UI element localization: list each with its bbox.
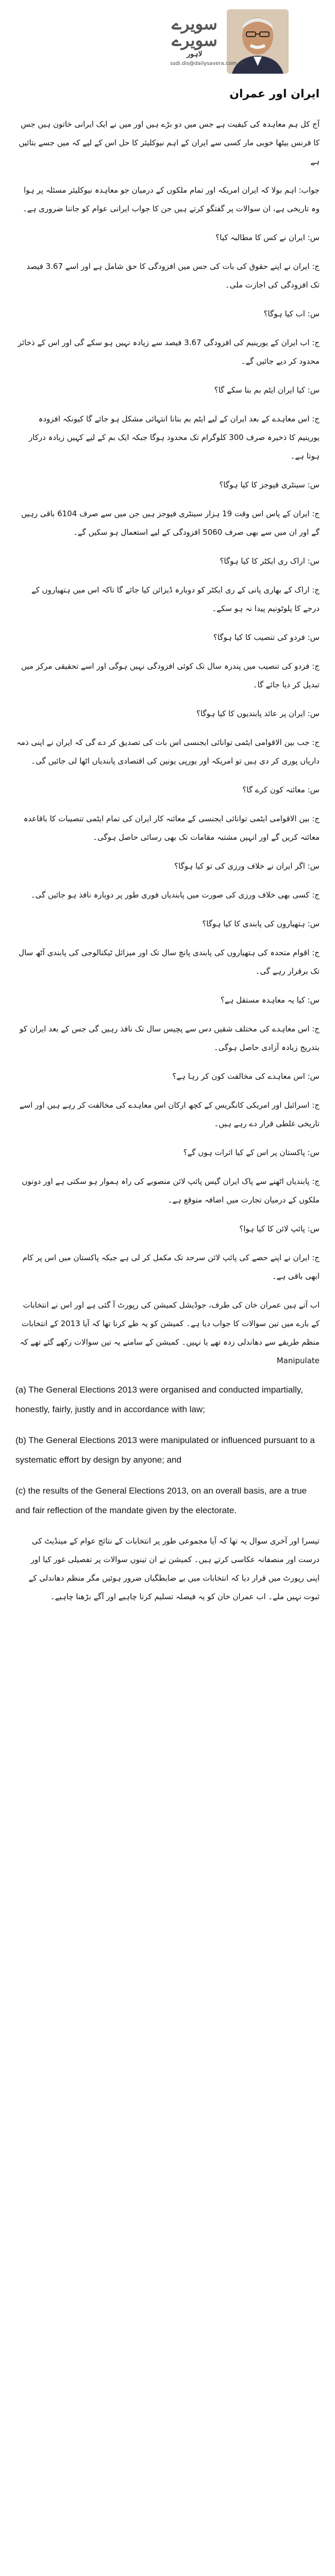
paragraph-9: س: سینٹری فیوجز کا کیا ہوگا؟ bbox=[219, 480, 320, 489]
paragraph-11: س: اراک ری ایکٹر کا کیا ہوگا؟ bbox=[220, 556, 320, 566]
paragraph-26: ج: اسرائیل اور امریکی کانگریس کے کچھ ارکان اس معاہدے کی مخالفت کر رہے ہیں اور اسے تاریخی غلطی قرار دے رہے ہیں۔ bbox=[19, 1100, 320, 1128]
logo-subtitle: لاہور bbox=[187, 50, 203, 58]
paragraph-32: تیسرا اور آخری سوال یہ تھا کہ آیا مجموعی طور پر انتخابات کے نتائج عوام کے مینڈیٹ کی درست اور منصفانہ عکاسی کرتے ہیں۔ کمیشن نے ان تینوں سوالات پر تفصیلی غور کیا اور اپنی رپورٹ میں قرار دیا کہ انتخابات میں بے ضابطگیاں ضرور ہوئیں مگر منظم دھاندلی کے ثبوت نہیں ملے۔ اب عمران خان کو یہ فیصلہ تسلیم کرنا چاہیے اور آگے بڑھنا چاہیے۔ bbox=[28, 1536, 320, 1601]
paragraph-23: س: کیا یہ معاہدہ مستقل ہے؟ bbox=[220, 995, 320, 1005]
article-body bbox=[15, 115, 320, 1606]
paragraph-2: جواب: اہم بولا کہ ایران امریکہ اور تمام ملکوں کے درمیان جو معاہدہ نیوکلیئر مسئلہ پر ہوا وہ تاریخی ہے، ان سوالات پر گفتگو کرتے ہیں جن کا جواب ایرانی عوام کو جاننا ضروری ہے۔ bbox=[23, 185, 320, 213]
paragraph-19: س: اگر ایران نے خلاف ورزی کی تو کیا ہوگا؟ bbox=[174, 861, 320, 871]
paragraph-3: س: ایران نے کس کا مطالبہ کیا؟ bbox=[215, 233, 320, 242]
paragraph-18: ج: بین الاقوامی ایٹمی توانائی ایجنسی کے معائنہ کار ایران کی تمام ایٹمی تنصیبات کا باقاعدہ معائنہ کریں گے اور انہیں مشتبہ مقامات تک بھی رسائی حاصل ہوگی۔ bbox=[23, 814, 320, 842]
paragraph-8: ج: اس معاہدے کے بعد ایران کے لیے ایٹم بم بنانا انتہائی مشکل ہو جائے گا کیونکہ افزودہ یورینیم کا ذخیرہ صرف 300 کلوگرام تک محدود ہوگا جبکہ ایک بم کے لیے کہیں زیادہ درکار ہوتا ہے۔ bbox=[28, 414, 320, 461]
paragraph-13: س: فردو کی تنصیب کا کیا ہوگا؟ bbox=[213, 633, 320, 642]
paragraph-24: ج: اس معاہدے کی مختلف شقیں دس سے پچیس سال تک نافذ رہیں گی جس کے بعد ایران کو بتدریج زیادہ آزادی حاصل ہوگی۔ bbox=[19, 1024, 320, 1052]
paragraph-7: س: کیا ایران ایٹم بم بنا سکے گا؟ bbox=[214, 385, 320, 395]
paragraph-21: س: ہتھیاروں کی پابندی کا کیا ہوگا؟ bbox=[202, 919, 320, 928]
english-item-c: (c) the results of the General Elections 2013, on an overall basis, are a true and fair reflection of the mandate given by the electorate. bbox=[15, 1486, 307, 1515]
paragraph-14: ج: فردو کی تنصیب میں پندرہ سال تک کوئی افزودگی نہیں ہوگی اور اسے تحقیقی مرکز میں تبدیل کر دیا جائے گا۔ bbox=[21, 662, 320, 689]
english-item-b: (b) The General Elections 2013 were manipulated or influenced pursuant to a systematic effort by design by anyone; and bbox=[15, 1435, 315, 1465]
paragraph-1: آج کل ہم معاہدہ کی کیفیت ہے جس میں دو بڑے ہیں اور میں نے ایک ایرانی خاتون ہیں جس کا فرنس بیٹھا خوبی مار کسی سے ایران کے اہم نیوکلیئر کا حل اس کے لیے کہ میں جسے بتائیں ہے bbox=[19, 120, 320, 166]
paragraph-30: ج: ایران نے اپنے حصے کی پائپ لائن سرحد تک مکمل کر لی ہے جبکہ پاکستان میں اس پر کام ابھی باقی ہے۔ bbox=[22, 1253, 320, 1281]
paragraph-5: س: اب کیا ہوگا؟ bbox=[263, 309, 320, 318]
newspaper-logo bbox=[170, 15, 219, 57]
logo-bottom-word: سویرے bbox=[172, 30, 217, 50]
logo-top-word: سویرے bbox=[172, 14, 217, 33]
paragraph-12: ج: اراک کے بھاری پانی کے ری ایکٹر کو دوبارہ ڈیزائن کیا جائے گا تاکہ اس میں ہتھیاروں کے درجے کا پلوٹونیم پیدا نہ ہو سکے۔ bbox=[31, 585, 320, 613]
paragraph-27: س: پاکستان پر اس کے کیا اثرات ہوں گے؟ bbox=[183, 1148, 320, 1157]
paragraph-25: س: اس معاہدے کی مخالفت کون کر رہا ہے؟ bbox=[172, 1072, 320, 1081]
paragraph-28: ج: پابندیاں اٹھنے سے پاک ایران گیس پائپ لائن منصوبے کی راہ ہموار ہو سکتی ہے اور دونوں ملکوں کے درمیان تجارت میں اضافہ متوقع ہے۔ bbox=[22, 1177, 320, 1205]
author-email: ssdi.dis@dailysavera.com.pk bbox=[170, 61, 245, 66]
paragraph-16: ج: جب بین الاقوامی ایٹمی توانائی ایجنسی اس بات کی تصدیق کر دے گی کہ ایران نے اپنی ذمہ داریاں پوری کر دی ہیں تو امریکہ اور یورپی یونین کی اقتصادی پابندیاں اٹھا لی جائیں گی۔ bbox=[16, 738, 320, 766]
paragraph-15: س: ایران پر عائد پابندیوں کا کیا ہوگا؟ bbox=[196, 709, 320, 718]
paragraph-22: ج: اقوام متحدہ کی ہتھیاروں کی پابندی پانچ سال تک اور میزائل ٹیکنالوجی کی پابندی آٹھ سال تک برقرار رہے گی۔ bbox=[19, 948, 320, 976]
paragraph-10: ج: ایران کے پاس اس وقت 19 ہزار سینٹری فیوجز ہیں جن میں سے صرف 6104 باقی رہیں گے اور ان میں سے بھی صرف 5060 افزودگی کے لیے استعمال ہو سکیں گے۔ bbox=[21, 509, 320, 537]
paragraph-17: س: معائنہ کون کرے گا؟ bbox=[242, 785, 320, 794]
paragraph-31: اب آتے ہیں عمران خان کی طرف، جوڈیشل کمیشن کی رپورٹ آ گئی ہے اور اس نے انتخابات کے بارے میں تین سوالات کا جواب دیا ہے۔ کمیشن کو یہ طے کرنا تھا کہ آیا 2013 کے انتخابات منظم طریقے سے دھاندلی زدہ تھے یا نہیں۔ کمیشن کے سامنے یہ تین سوالات رکھے گئے تھے کہ Manipulate bbox=[20, 1300, 320, 1365]
paragraph-6: ج: اب ایران کے یورینیم کی افزودگی 3.67 فیصد سے زیادہ نہیں ہو سکے گی اور اس کے ذخائر محدود کر دیے جائیں گے۔ bbox=[18, 338, 320, 366]
paragraph-20: ج: کسی بھی خلاف ورزی کی صورت میں پابندیاں فوری طور پر دوبارہ نافذ ہو جائیں گی۔ bbox=[30, 890, 320, 900]
article-title: ایران اور عمران bbox=[229, 88, 320, 100]
column-header bbox=[15, 0, 320, 88]
paragraph-4: ج: ایران نے اپنے حقوق کی بات کی جس میں افزودگی کا حق شامل ہے اور اسے 3.67 فیصد تک افزودگی کی اجازت ملی۔ bbox=[26, 262, 320, 290]
english-item-a: (a) The General Elections 2013 were organised and conducted impartially, honestly, fairly, justly and in accordance with law; bbox=[15, 1385, 303, 1414]
paragraph-29: س: پائپ لائن کا کیا ہوا؟ bbox=[239, 1224, 320, 1233]
